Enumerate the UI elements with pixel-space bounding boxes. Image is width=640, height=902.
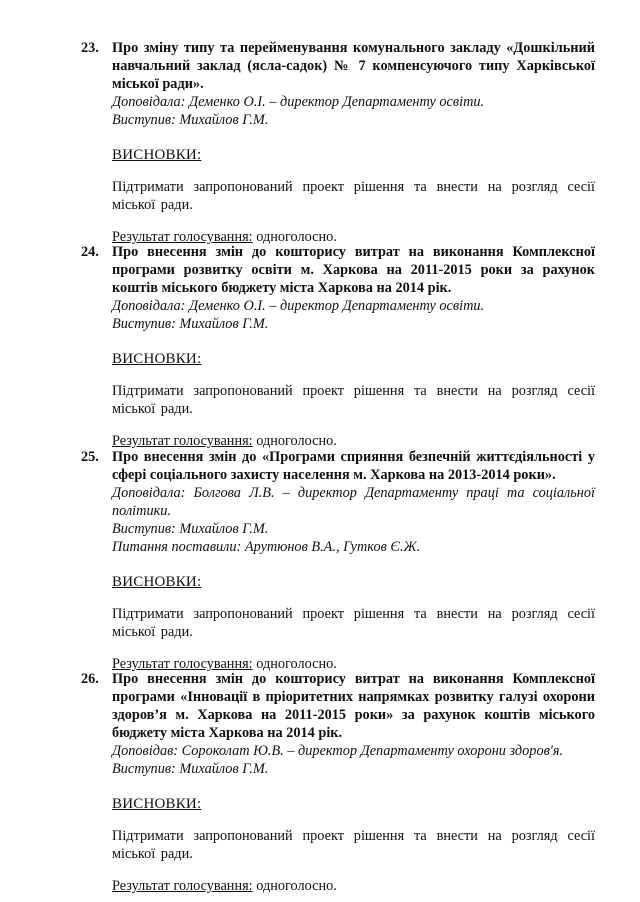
vote-result [112,877,595,895]
item-speaker: Виступив: Михайлов Г.М. [112,521,269,537]
agenda-item-25 [81,448,595,673]
item-number: 26. [81,671,99,687]
conclusion-text: Підтримати запропонований проект рішення та внести на розгляд сесії міської ради. [112,383,595,417]
conclusions-heading: ВИСНОВКИ: [112,796,202,812]
conclusion-text: Підтримати запропонований проект рішення та внести на розгляд сесії міської ради. [112,828,595,862]
item-speaker: Виступив: Михайлов Г.М. [112,761,269,777]
vote-result-label: Результат голосування: [112,878,253,894]
vote-result-value: одноголосно. [252,878,337,894]
item-reporter: Доповідала: Деменко О.І. – директор Департаменту освіти. [112,298,485,314]
item-title: Про внесення змін до кошторису витрат на виконання Комплексної програми «Інновації в пріоритетних напрямках розвитку галузі охорони здоров’я м. Харкова на 2011-2015 роки» за рахунок коштів міського бюджету міста Харкова на 2014 рік. [112,671,595,741]
agenda-item-24 [81,243,595,450]
item-speaker: Виступив: Михайлов Г.М. [112,112,269,128]
item-number: 24. [81,244,99,260]
item-reporter: Доповідав: Сороколат Ю.В. – директор Департаменту охорони здоров'я. [112,743,564,759]
conclusions-heading: ВИСНОВКИ: [112,147,202,163]
vote-result-label: Результат голосування: [112,433,253,449]
item-reporter: Доповідала: Деменко О.І. – директор Департаменту освіти. [112,94,485,110]
vote-result-value: одноголосно. [252,656,337,672]
conclusions-heading: ВИСНОВКИ: [112,574,202,590]
item-title: Про внесення змін до кошторису витрат на виконання Комплексної програми розвитку освіти м. Харкова на 2011-2015 роки за рахунок коштів міського бюджету міста Харкова на 2014 рік. [112,244,595,296]
item-speaker: Виступив: Михайлов Г.М. [112,316,269,332]
agenda-item-23 [81,39,595,246]
vote-result-value: одноголосно. [252,229,337,245]
item-title: Про внесення змін до «Програми сприяння безпечній життєдіяльності у сфері соціального захисту населення м. Харкова на 2013-2014 роки». [112,449,595,483]
item-number: 25. [81,449,99,465]
item-questions: Питання поставили: Арутюнов В.А., Гутков Є.Ж. [112,539,421,555]
conclusion-text: Підтримати запропонований проект рішення та внести на розгляд сесії міської ради. [112,606,595,640]
vote-result-value: одноголосно. [252,433,337,449]
vote-result-label: Результат голосування: [112,229,253,245]
conclusion-text: Підтримати запропонований проект рішення та внести на розгляд сесії міської ради. [112,179,595,213]
conclusions-heading: ВИСНОВКИ: [112,351,202,367]
vote-result-label: Результат голосування: [112,656,253,672]
item-title: Про зміну типу та перейменування комунального закладу «Дошкільний навчальний заклад (ясла-садок) № 7 компенсуючого типу Харківської міської ради». [112,40,595,92]
item-reporter: Доповідала: Болгова Л.В. – директор Департаменту праці та соціальної політики. [112,485,595,519]
item-number: 23. [81,40,99,56]
agenda-item-26 [81,670,595,895]
